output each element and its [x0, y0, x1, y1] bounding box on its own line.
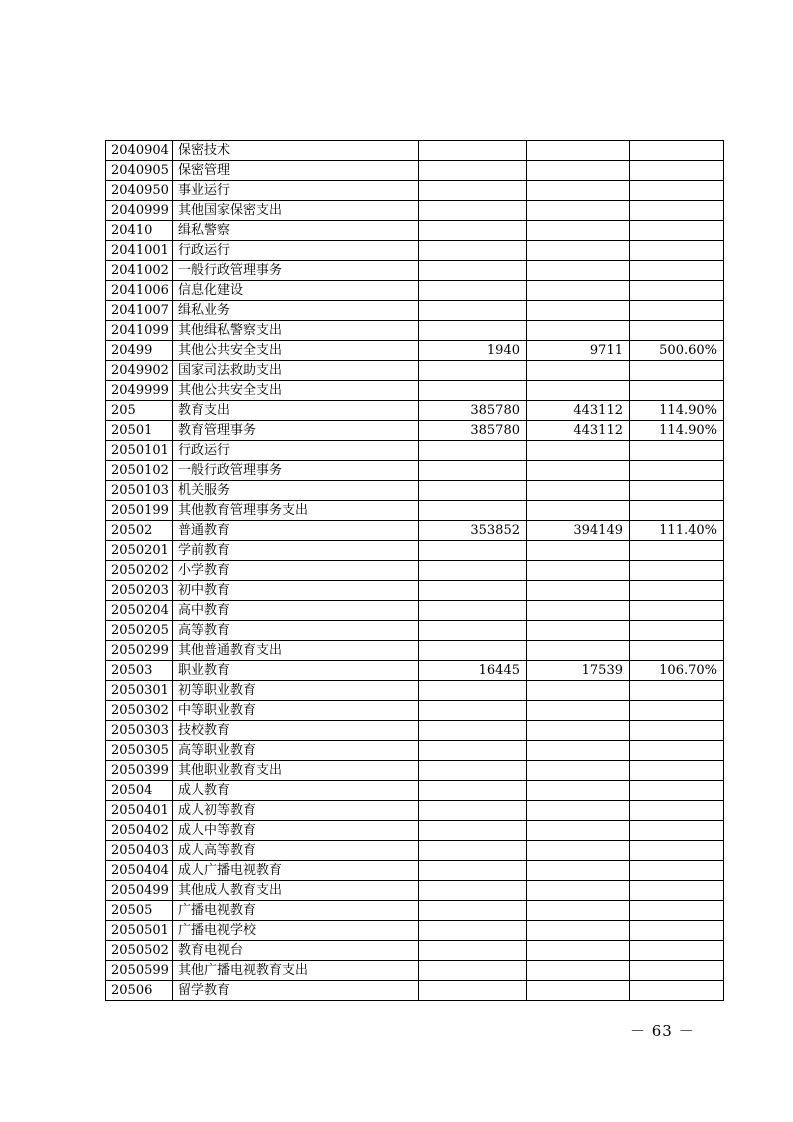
- row-percent-cell: [630, 241, 724, 261]
- row-code-cell: 2050404: [106, 861, 173, 881]
- row-name-cell: 广播电视学校: [173, 921, 419, 941]
- row-name-cell: 其他公共安全支出: [173, 341, 419, 361]
- table-row: [106, 961, 724, 981]
- row-value-2-cell: 17539: [527, 661, 630, 681]
- row-code-cell: 2040999: [106, 201, 173, 221]
- page-number: － 63 －: [630, 1022, 695, 1040]
- row-percent-cell: [630, 801, 724, 821]
- row-value-1-cell: [419, 501, 527, 521]
- row-value-2-cell: [527, 861, 630, 881]
- row-value-1-cell: [419, 301, 527, 321]
- row-value-2-cell: [527, 741, 630, 761]
- row-code-cell: 2050101: [106, 441, 173, 461]
- table-row: [106, 341, 724, 361]
- row-code-cell: 205: [106, 401, 173, 421]
- table-row: [106, 201, 724, 221]
- row-value-1-cell: [419, 201, 527, 221]
- row-value-1-cell: [419, 741, 527, 761]
- row-percent-cell: [630, 381, 724, 401]
- row-value-1-cell: [419, 641, 527, 661]
- row-value-1-cell: [419, 761, 527, 781]
- row-value-2-cell: [527, 721, 630, 741]
- row-percent-cell: [630, 781, 724, 801]
- row-value-1-cell: [419, 781, 527, 801]
- row-code-cell: 20504: [106, 781, 173, 801]
- row-value-2-cell: [527, 141, 630, 161]
- row-code-cell: 2050499: [106, 881, 173, 901]
- table-row: [106, 801, 724, 821]
- table-row: [106, 241, 724, 261]
- row-value-1-cell: [419, 241, 527, 261]
- row-value-1-cell: [419, 361, 527, 381]
- row-code-cell: 2050403: [106, 841, 173, 861]
- row-value-1-cell: [419, 941, 527, 961]
- row-name-cell: 小学教育: [173, 561, 419, 581]
- row-value-2-cell: [527, 761, 630, 781]
- row-name-cell: 教育支出: [173, 401, 419, 421]
- row-code-cell: 20502: [106, 521, 173, 541]
- table-row: [106, 441, 724, 461]
- row-code-cell: 2049999: [106, 381, 173, 401]
- row-name-cell: 普通教育: [173, 521, 419, 541]
- row-value-2-cell: [527, 161, 630, 181]
- row-percent-cell: [630, 201, 724, 221]
- row-value-1-cell: [419, 281, 527, 301]
- row-value-2-cell: [527, 321, 630, 341]
- row-value-2-cell: [527, 961, 630, 981]
- row-name-cell: 学前教育: [173, 541, 419, 561]
- row-code-cell: 2041002: [106, 261, 173, 281]
- row-value-1-cell: [419, 621, 527, 641]
- row-value-1-cell: [419, 601, 527, 621]
- row-name-cell: 教育管理事务: [173, 421, 419, 441]
- row-code-cell: 2040905: [106, 161, 173, 181]
- row-code-cell: 20503: [106, 661, 173, 681]
- row-name-cell: 其他缉私警察支出: [173, 321, 419, 341]
- row-percent-cell: [630, 321, 724, 341]
- table-row: [106, 781, 724, 801]
- row-percent-cell: [630, 761, 724, 781]
- row-percent-cell: [630, 621, 724, 641]
- row-percent-cell: 500.60%: [630, 341, 724, 361]
- row-value-2-cell: [527, 561, 630, 581]
- row-code-cell: 2050501: [106, 921, 173, 941]
- row-percent-cell: 114.90%: [630, 421, 724, 441]
- row-name-cell: 其他成人教育支出: [173, 881, 419, 901]
- row-percent-cell: [630, 361, 724, 381]
- row-percent-cell: [630, 901, 724, 921]
- row-value-2-cell: [527, 381, 630, 401]
- row-name-cell: 留学教育: [173, 981, 419, 1001]
- row-value-2-cell: [527, 281, 630, 301]
- row-code-cell: 2050204: [106, 601, 173, 621]
- row-value-1-cell: [419, 841, 527, 861]
- row-value-2-cell: [527, 221, 630, 241]
- row-value-1-cell: 385780: [419, 401, 527, 421]
- row-percent-cell: 114.90%: [630, 401, 724, 421]
- row-value-1-cell: [419, 961, 527, 981]
- row-code-cell: 2041007: [106, 301, 173, 321]
- row-code-cell: 2050401: [106, 801, 173, 821]
- row-code-cell: 2041001: [106, 241, 173, 261]
- row-name-cell: 技校教育: [173, 721, 419, 741]
- row-name-cell: 信息化建设: [173, 281, 419, 301]
- row-name-cell: 行政运行: [173, 241, 419, 261]
- table-row: [106, 701, 724, 721]
- table-row: [106, 481, 724, 501]
- row-name-cell: 其他教育管理事务支出: [173, 501, 419, 521]
- table-row: [106, 581, 724, 601]
- row-value-2-cell: [527, 201, 630, 221]
- table-row: [106, 621, 724, 641]
- row-percent-cell: [630, 921, 724, 941]
- row-percent-cell: [630, 221, 724, 241]
- row-percent-cell: [630, 701, 724, 721]
- row-value-1-cell: 16445: [419, 661, 527, 681]
- table-row: [106, 601, 724, 621]
- row-code-cell: 2041099: [106, 321, 173, 341]
- row-name-cell: 其他普通教育支出: [173, 641, 419, 661]
- row-value-1-cell: [419, 381, 527, 401]
- table-row: [106, 141, 724, 161]
- row-value-1-cell: [419, 261, 527, 281]
- row-value-2-cell: [527, 261, 630, 281]
- row-value-1-cell: [419, 181, 527, 201]
- row-name-cell: 广播电视教育: [173, 901, 419, 921]
- row-value-2-cell: [527, 781, 630, 801]
- row-code-cell: 2050301: [106, 681, 173, 701]
- row-percent-cell: [630, 821, 724, 841]
- row-value-2-cell: [527, 581, 630, 601]
- row-name-cell: 事业运行: [173, 181, 419, 201]
- row-code-cell: 2050205: [106, 621, 173, 641]
- row-name-cell: 高等职业教育: [173, 741, 419, 761]
- row-name-cell: 初中教育: [173, 581, 419, 601]
- row-value-2-cell: [527, 821, 630, 841]
- row-percent-cell: [630, 861, 724, 881]
- row-code-cell: 20410: [106, 221, 173, 241]
- row-code-cell: 2050502: [106, 941, 173, 961]
- row-name-cell: 其他国家保密支出: [173, 201, 419, 221]
- row-name-cell: 成人广播电视教育: [173, 861, 419, 881]
- row-value-2-cell: [527, 981, 630, 1001]
- row-name-cell: 保密管理: [173, 161, 419, 181]
- row-value-2-cell: [527, 841, 630, 861]
- row-code-cell: 2041006: [106, 281, 173, 301]
- table-row: [106, 881, 724, 901]
- row-value-1-cell: [419, 461, 527, 481]
- row-code-cell: 2050201: [106, 541, 173, 561]
- row-value-1-cell: [419, 861, 527, 881]
- row-value-1-cell: [419, 681, 527, 701]
- row-name-cell: 缉私警察: [173, 221, 419, 241]
- row-value-1-cell: [419, 221, 527, 241]
- row-value-1-cell: [419, 721, 527, 741]
- row-percent-cell: [630, 721, 724, 741]
- row-name-cell: 行政运行: [173, 441, 419, 461]
- row-value-1-cell: 353852: [419, 521, 527, 541]
- table-row: [106, 361, 724, 381]
- row-percent-cell: [630, 641, 724, 661]
- row-percent-cell: [630, 261, 724, 281]
- row-name-cell: 成人中等教育: [173, 821, 419, 841]
- row-value-2-cell: [527, 181, 630, 201]
- row-percent-cell: [630, 981, 724, 1001]
- table-row: [106, 761, 724, 781]
- row-value-2-cell: [527, 621, 630, 641]
- row-code-cell: 2050399: [106, 761, 173, 781]
- row-value-2-cell: 394149: [527, 521, 630, 541]
- row-name-cell: 保密技术: [173, 141, 419, 161]
- row-code-cell: 20506: [106, 981, 173, 1001]
- table-row: [106, 461, 724, 481]
- row-value-2-cell: [527, 501, 630, 521]
- row-code-cell: 2050305: [106, 741, 173, 761]
- row-value-1-cell: [419, 821, 527, 841]
- row-value-1-cell: [419, 161, 527, 181]
- row-value-2-cell: [527, 701, 630, 721]
- table-body: [106, 141, 724, 1001]
- row-value-1-cell: [419, 581, 527, 601]
- row-code-cell: 2049902: [106, 361, 173, 381]
- row-code-cell: 2050302: [106, 701, 173, 721]
- row-percent-cell: 106.70%: [630, 661, 724, 681]
- table-row: [106, 501, 724, 521]
- row-value-2-cell: 443112: [527, 401, 630, 421]
- row-value-2-cell: 443112: [527, 421, 630, 441]
- row-percent-cell: [630, 961, 724, 981]
- row-value-2-cell: [527, 361, 630, 381]
- row-value-1-cell: 385780: [419, 421, 527, 441]
- row-percent-cell: [630, 881, 724, 901]
- row-percent-cell: [630, 441, 724, 461]
- table-row: [106, 181, 724, 201]
- row-name-cell: 其他公共安全支出: [173, 381, 419, 401]
- row-code-cell: 20501: [106, 421, 173, 441]
- row-percent-cell: [630, 181, 724, 201]
- row-value-2-cell: [527, 481, 630, 501]
- row-code-cell: 2040950: [106, 181, 173, 201]
- row-value-1-cell: [419, 481, 527, 501]
- row-code-cell: 2050203: [106, 581, 173, 601]
- row-name-cell: 成人教育: [173, 781, 419, 801]
- row-percent-cell: [630, 461, 724, 481]
- row-percent-cell: [630, 681, 724, 701]
- row-value-1-cell: [419, 981, 527, 1001]
- row-name-cell: 中等职业教育: [173, 701, 419, 721]
- row-value-1-cell: [419, 141, 527, 161]
- row-percent-cell: 111.40%: [630, 521, 724, 541]
- table-row: [106, 541, 724, 561]
- row-value-2-cell: [527, 641, 630, 661]
- row-name-cell: 机关服务: [173, 481, 419, 501]
- row-name-cell: 国家司法救助支出: [173, 361, 419, 381]
- table-row: [106, 561, 724, 581]
- row-value-2-cell: [527, 881, 630, 901]
- row-code-cell: 2050103: [106, 481, 173, 501]
- row-value-1-cell: [419, 441, 527, 461]
- row-value-2-cell: [527, 681, 630, 701]
- table-row: [106, 641, 724, 661]
- table-row: [106, 401, 724, 421]
- row-value-2-cell: [527, 441, 630, 461]
- table-row: [106, 681, 724, 701]
- row-value-1-cell: [419, 701, 527, 721]
- row-value-1-cell: 1940: [419, 341, 527, 361]
- row-value-2-cell: [527, 921, 630, 941]
- table-row: [106, 861, 724, 881]
- row-percent-cell: [630, 941, 724, 961]
- table-row: [106, 721, 724, 741]
- table-row: [106, 921, 724, 941]
- row-name-cell: 其他广播电视教育支出: [173, 961, 419, 981]
- row-name-cell: 成人初等教育: [173, 801, 419, 821]
- row-value-2-cell: [527, 801, 630, 821]
- row-percent-cell: [630, 481, 724, 501]
- row-value-2-cell: [527, 301, 630, 321]
- row-value-1-cell: [419, 541, 527, 561]
- table-row: [106, 941, 724, 961]
- table-row: [106, 261, 724, 281]
- row-name-cell: 职业教育: [173, 661, 419, 681]
- table-row: [106, 841, 724, 861]
- row-name-cell: 教育电视台: [173, 941, 419, 961]
- row-value-1-cell: [419, 881, 527, 901]
- row-percent-cell: [630, 161, 724, 181]
- row-value-2-cell: [527, 241, 630, 261]
- row-value-2-cell: [527, 461, 630, 481]
- row-percent-cell: [630, 281, 724, 301]
- row-value-1-cell: [419, 901, 527, 921]
- row-value-2-cell: 9711: [527, 341, 630, 361]
- row-code-cell: 2050202: [106, 561, 173, 581]
- table-row: [106, 901, 724, 921]
- row-value-2-cell: [527, 541, 630, 561]
- table-row: [106, 381, 724, 401]
- row-name-cell: 缉私业务: [173, 301, 419, 321]
- row-name-cell: 成人高等教育: [173, 841, 419, 861]
- table-row: [106, 301, 724, 321]
- row-code-cell: 20505: [106, 901, 173, 921]
- table-row: [106, 741, 724, 761]
- table-row: [106, 321, 724, 341]
- table-row: [106, 221, 724, 241]
- row-percent-cell: [630, 301, 724, 321]
- row-percent-cell: [630, 541, 724, 561]
- row-value-1-cell: [419, 921, 527, 941]
- table-row: [106, 521, 724, 541]
- row-code-cell: 20499: [106, 341, 173, 361]
- row-value-1-cell: [419, 561, 527, 581]
- row-percent-cell: [630, 501, 724, 521]
- row-code-cell: 2050402: [106, 821, 173, 841]
- row-percent-cell: [630, 841, 724, 861]
- table-row: [106, 661, 724, 681]
- table-row: [106, 281, 724, 301]
- row-code-cell: 2050102: [106, 461, 173, 481]
- row-percent-cell: [630, 581, 724, 601]
- row-name-cell: 初等职业教育: [173, 681, 419, 701]
- row-name-cell: 一般行政管理事务: [173, 261, 419, 281]
- row-percent-cell: [630, 601, 724, 621]
- row-name-cell: 一般行政管理事务: [173, 461, 419, 481]
- row-percent-cell: [630, 741, 724, 761]
- budget-table: [105, 140, 724, 1001]
- row-value-2-cell: [527, 601, 630, 621]
- row-value-2-cell: [527, 941, 630, 961]
- table-row: [106, 161, 724, 181]
- row-code-cell: 2040904: [106, 141, 173, 161]
- row-code-cell: 2050299: [106, 641, 173, 661]
- row-name-cell: 高等教育: [173, 621, 419, 641]
- row-code-cell: 2050599: [106, 961, 173, 981]
- table-row: [106, 421, 724, 441]
- table-row: [106, 821, 724, 841]
- row-name-cell: 高中教育: [173, 601, 419, 621]
- row-name-cell: 其他职业教育支出: [173, 761, 419, 781]
- row-value-1-cell: [419, 321, 527, 341]
- row-percent-cell: [630, 141, 724, 161]
- row-value-1-cell: [419, 801, 527, 821]
- row-code-cell: 2050199: [106, 501, 173, 521]
- row-percent-cell: [630, 561, 724, 581]
- table-row: [106, 981, 724, 1001]
- row-code-cell: 2050303: [106, 721, 173, 741]
- row-value-2-cell: [527, 901, 630, 921]
